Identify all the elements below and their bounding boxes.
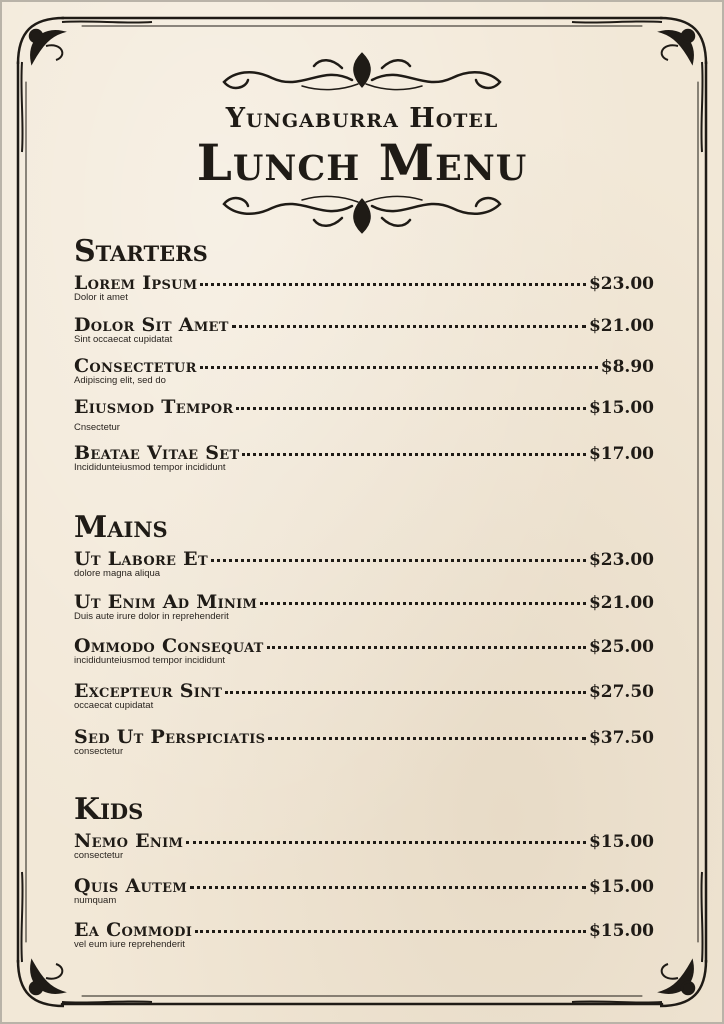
item-price: $37.50 [588,728,654,748]
item-description: Incididunteiusmod tempor incididunt [74,462,226,473]
item-description: numquam [74,895,117,906]
item-name: Ommodo Consequat [74,635,264,657]
item-price: $8.90 [600,357,654,377]
dot-leader [242,453,586,456]
dot-leader [225,691,586,694]
menu-header [2,102,722,190]
item-price: $15.00 [588,921,654,941]
section-heading: Kids [74,792,144,827]
menu-item [74,442,654,482]
dot-leader [211,559,586,562]
dot-leader [232,325,586,328]
menu-item [74,726,654,766]
item-name: Sed Ut Perspiciatis [74,726,266,748]
item-name: Quis Autem [74,875,188,897]
menu-item [74,830,654,875]
item-price: $23.00 [588,550,654,570]
dot-leader [267,646,586,649]
dot-leader [200,283,585,286]
menu-item [74,875,654,919]
item-description: dolore magna aliqua [74,568,161,579]
item-description: incididunteiusmod tempor incididunt [74,655,226,666]
dot-leader [200,366,598,369]
item-name: Excepteur Sint [74,680,223,702]
section-kids [74,792,654,959]
item-price: $25.00 [588,637,654,657]
item-description: Sint occaecat cupidatat [74,334,173,345]
item-price: $15.00 [588,398,654,418]
item-price: $15.00 [588,832,654,852]
menu-item [74,680,654,726]
menu-sections [74,234,654,959]
item-name: Lorem Ipsum [74,272,198,294]
item-name: Ut Labore Et [74,548,208,570]
item-description: Adipiscing elit, sed do [74,375,166,386]
menu-item [74,548,654,591]
item-description: consectetur [74,850,124,861]
dot-leader [268,737,586,740]
item-name: Beatae Vitae Set [74,442,240,464]
menu-item [74,272,654,314]
item-name: Eiusmod Tempor [74,396,234,418]
item-name: Consectetur [74,355,197,377]
section-starters [74,234,654,482]
item-name: Nemo Enim [74,830,184,852]
section-mains [74,510,654,766]
section-heading: Starters [74,234,208,269]
menu-item [74,396,654,442]
dot-leader [195,930,586,933]
item-price: $21.00 [588,316,654,336]
menu-item [74,635,654,680]
item-price: $21.00 [588,593,654,613]
dot-leader [186,841,586,844]
menu-item [74,314,654,355]
menu-item [74,919,654,959]
dot-leader [190,886,586,889]
menu-title: Lunch Menu [196,133,528,192]
item-description: Dolor it amet [74,292,128,303]
item-price: $17.00 [588,444,654,464]
ornamental-flourish-icon [224,196,500,232]
item-description: occaecat cupidatat [74,700,154,711]
hotel-name: Yungaburra Hotel [225,103,499,134]
item-name: Ut Enim Ad Minim [74,591,258,613]
menu-item [74,355,654,396]
item-description: vel eum iure reprehenderit [74,939,185,950]
item-name: Dolor Sit Amet [74,314,229,336]
item-price: $23.00 [588,274,654,294]
item-description: consectetur [74,746,124,757]
ornamental-flourish-icon [224,54,500,90]
item-price: $15.00 [588,877,654,897]
section-heading: Mains [74,510,168,545]
item-name: Ea Commodi [74,919,193,941]
menu-page [2,2,722,1022]
item-price: $27.50 [588,682,654,702]
dot-leader [236,407,586,410]
item-description: Cnsectetur [74,422,120,433]
dot-leader [260,602,586,605]
item-description: Duis aute irure dolor in reprehenderit [74,611,229,622]
menu-item [74,591,654,635]
